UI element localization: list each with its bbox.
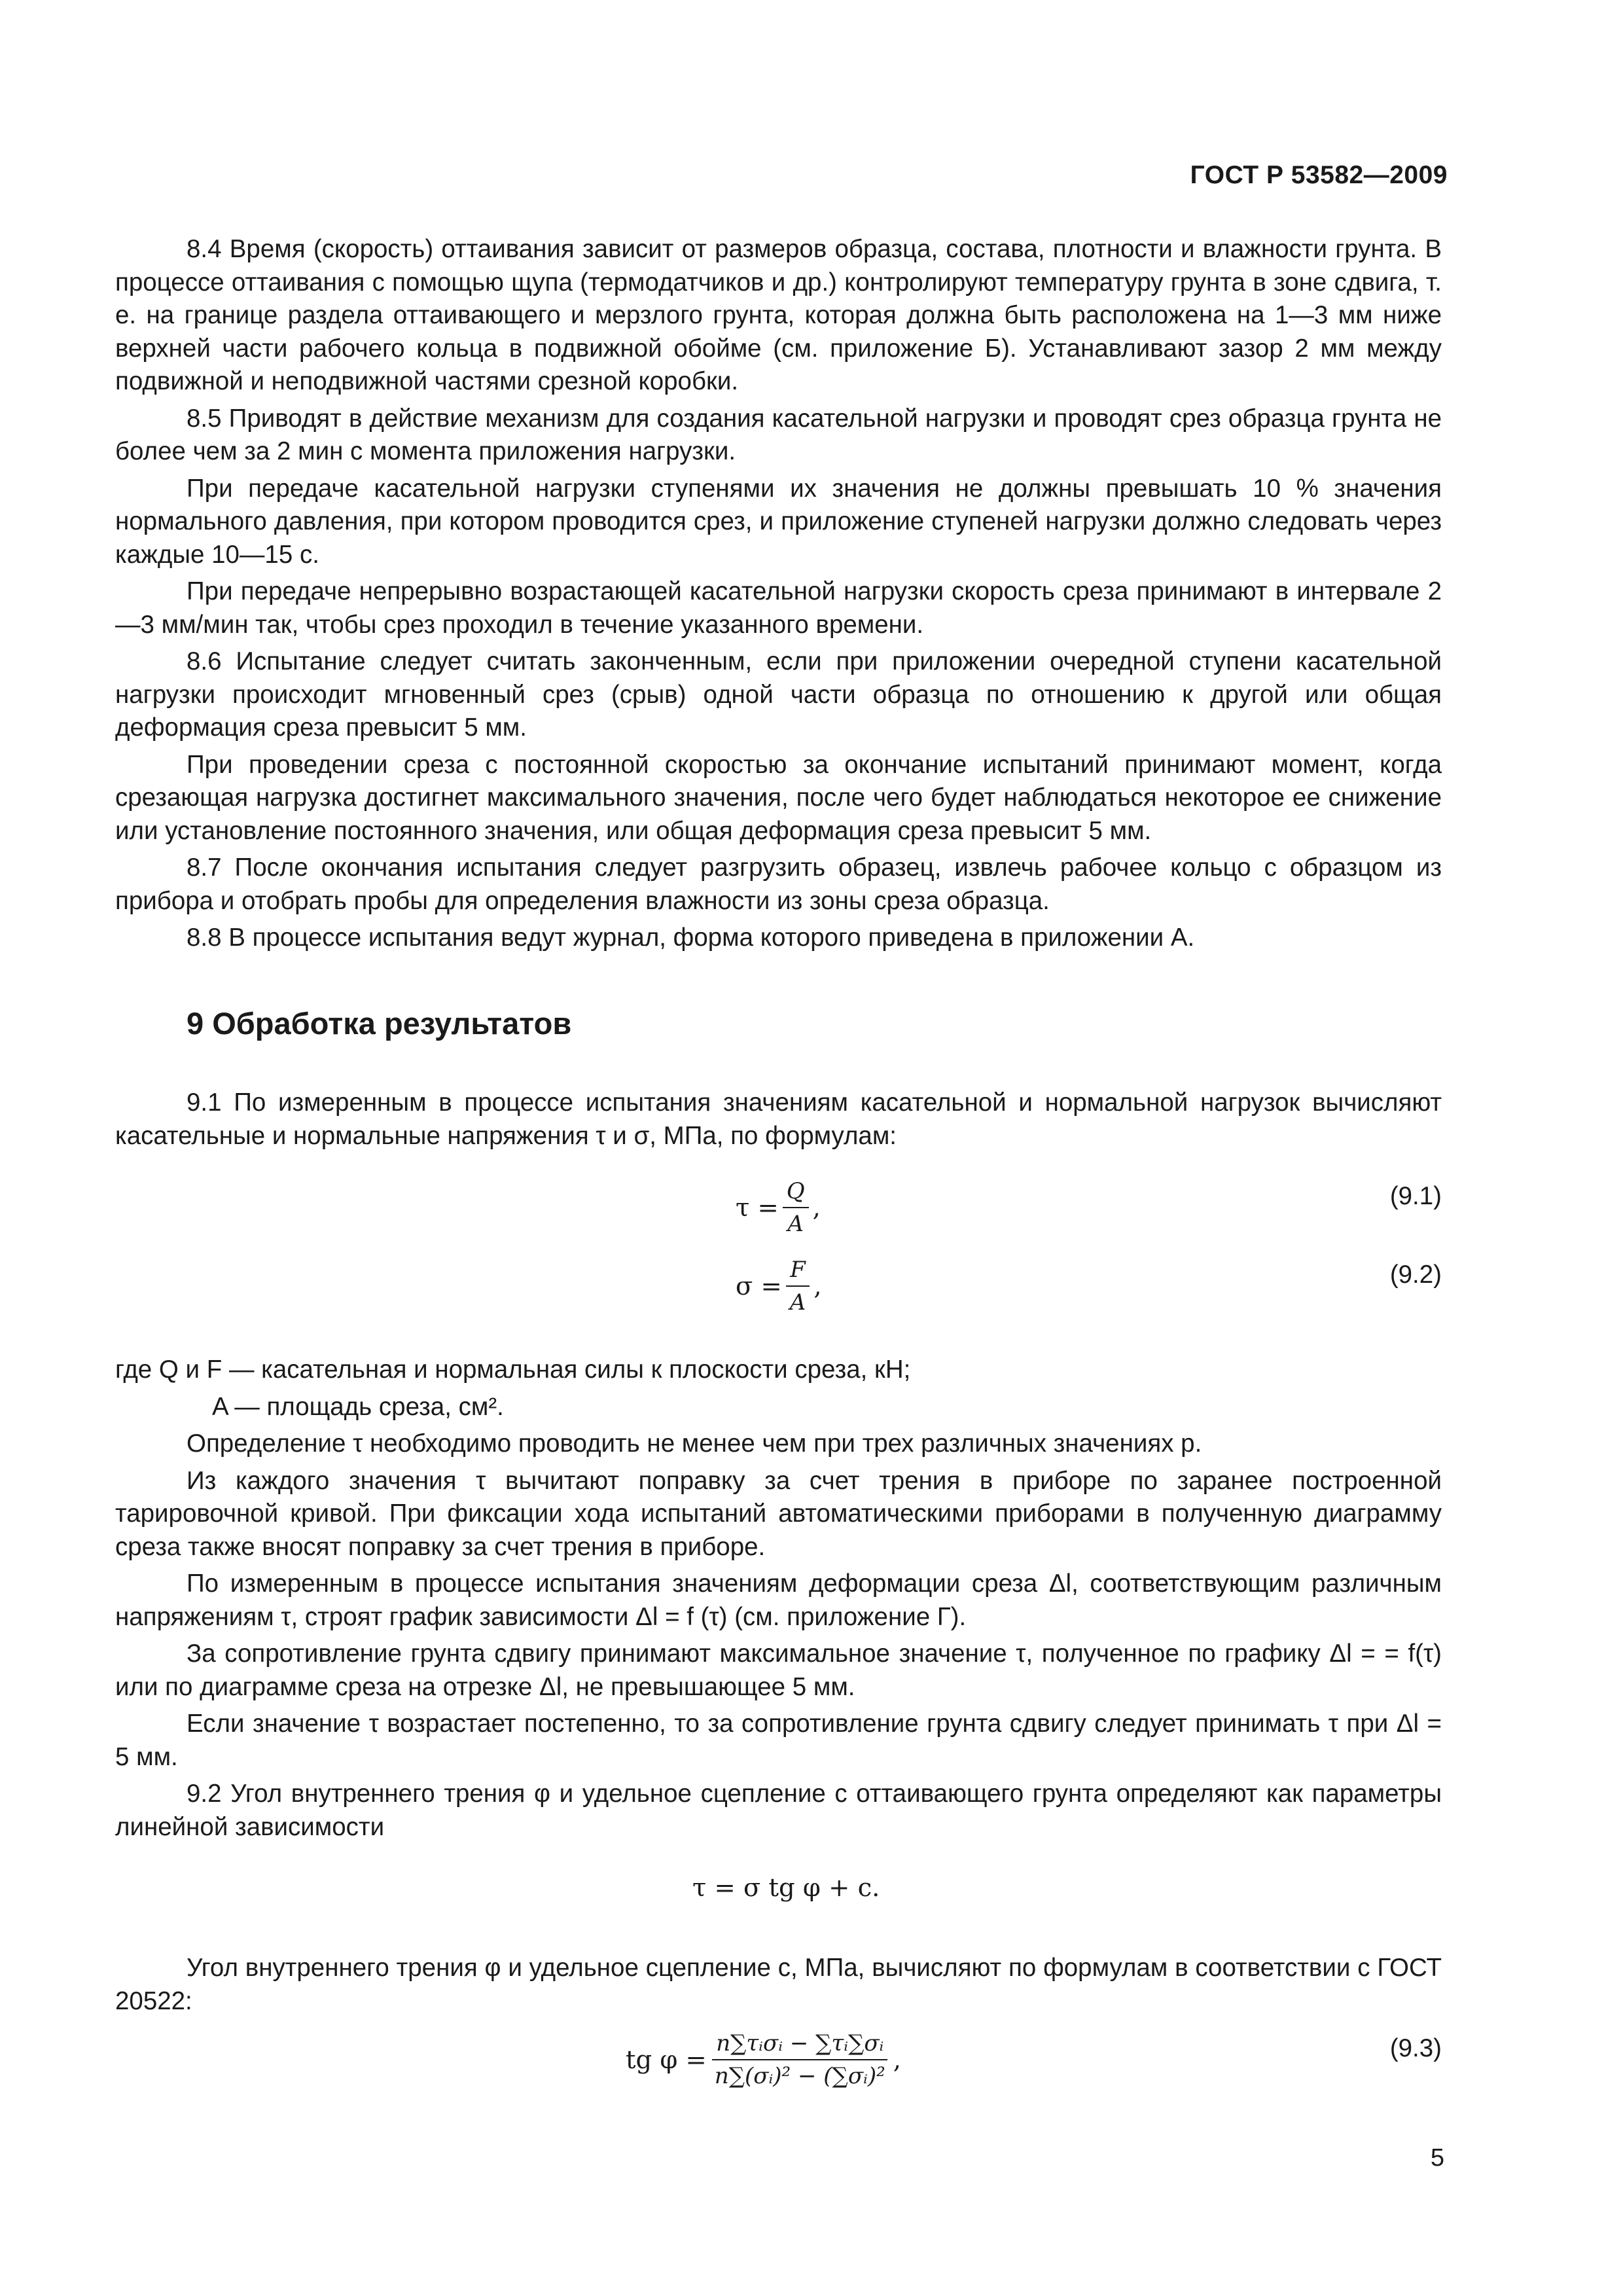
formula-9-3-number: (9.3) [1389,2034,1442,2062]
paragraph-8-5: 8.5 Приводят в действие механизм для создания касательной нагрузки и проводят срез образца грунта не более чем за 2 мин с момента приложения нагрузки. [115,404,1442,465]
paragraph-9-2-b-block [115,1952,1442,2022]
formula-9-2-lhs: σ = [736,1271,782,1301]
formula-9-3-denominator: n∑(σᵢ)² − (∑σᵢ)² [714,2063,885,2089]
paragraph-8-6: 8.6 Испытание следует считать законченным, если при приложении очередной ступени касательной нагрузки происходит мгновенный срез (срыв) одной части образца по отношению к другой или общая деформация среза превысит 5 мм. [115,647,1442,742]
formula-9-1 [736,1175,821,1240]
paragraph-9-1-block [115,1086,1442,1157]
formula-9-2-denominator: A [789,1289,806,1316]
formula-9-1-number: (9.1) [1389,1182,1442,1210]
paragraph-8-7: 8.7 После окончания испытания следует разгрузить образец, извлечь рабочее кольцо с образцом из прибора и отобрать пробы для определения влажности из зоны среза образца. [115,853,1442,915]
formula-9-1-tail: , [812,1193,821,1223]
formula-9-2-number: (9.2) [1389,1261,1442,1289]
formula-9-1-lhs: τ = [736,1193,779,1223]
formula-9-2-fraction [786,1254,810,1318]
formula-linear-row [115,1873,1442,1912]
section-9-1-text [115,1354,1442,1848]
formula-9-1-fraction [783,1175,809,1240]
paragraph-tau-determination: Определение τ необходимо проводить не менее чем при трех различных значениях p. [187,1429,1202,1458]
formula-9-3-tail: , [893,2045,902,2075]
paragraph-8-8: 8.8 В процессе испытания ведут журнал, форма которого приведена в приложении А. [187,924,1195,952]
formula-9-1-row [115,1175,1442,1254]
formula-9-3-row [115,2028,1442,2106]
paragraph-8-4: 8.4 Время (скорость) оттаивания зависит от размеров образца, состава, плотности и влажности грунта. В процессе оттаивания с помощью щупа (термодатчиков и др.) контролируют температуру грунта в зоне сдвига, т. е. на границе раздела оттаивающего и мерзлого грунта, которая должна быть расположена на 1—3 мм ниже верхней части рабочего кольца в подвижной обойме (см. приложение Б). Устанавливают зазор 2 мм между подвижной и неподвижной частями срезной коробки. [115,235,1442,395]
formula-linear: τ = σ tg φ + c. [692,1873,880,1903]
paragraph-9-1: 9.1 По измеренным в процессе испытания значениям касательной и нормальной нагрузок вычисляют касательные и нормальные напряжения τ и σ, МПа, по формулам: [115,1088,1442,1150]
where-clause-area: A — площадь среза, см². [212,1392,504,1421]
paragraph-8-5-continuous: При передаче непрерывно возрастающей касательной нагрузки скорость среза принимают в интервале 2—3 мм/мин так, чтобы срез проходил в течение указанного времени. [115,577,1442,639]
paragraph-8-6-constant-speed: При проведении среза с постоянной скоростью за окончание испытаний принимают момент, когда срезающая нагрузка достигнет максимального значения, после чего будет наблюдаться некоторое ее снижение или установление постоянного значения, или общая деформация среза превысит 5 мм. [115,750,1442,845]
formula-9-3-numerator: n∑τᵢσᵢ − ∑τᵢ∑σᵢ [712,2028,887,2060]
page-number: 5 [1430,2144,1444,2172]
formula-9-2-numerator: F [786,1254,810,1287]
formula-9-1-denominator: A [787,1211,804,1237]
formula-9-3 [626,2028,901,2092]
paragraph-8-5-steps: При передаче касательной нагрузки ступенями их значения не должны превышать 10 % значения нормального давления, при котором проводится срез, и приложение ступеней нагрузки должно следовать через каждые 10—15 с. [115,474,1442,569]
formula-9-2-row [115,1254,1442,1333]
formula-9-3-fraction [711,2028,889,2092]
paragraph-9-2: 9.2 Угол внутреннего трения φ и удельное сцепление c оттаивающего грунта определяют как параметры линейной зависимости [115,1780,1442,1841]
paragraph-gradual-increase: Если значение τ возрастает постепенно, то за сопротивление грунта сдвигу следует принимать τ при Δl = 5 мм. [115,1710,1442,1771]
section-9-heading: 9 Обработка результатов [187,1006,572,1041]
section-8-text [115,233,1442,959]
formula-9-1-numerator: Q [783,1175,809,1208]
formula-9-2-tail: , [813,1271,822,1301]
paragraph-9-2-formulas-intro: Угол внутреннего трения φ и удельное сцепление c, МПа, вычисляют по формулам в соответствии с ГОСТ 20522: [115,1954,1442,2015]
formula-9-3-lhs: tg φ = [626,2045,707,2075]
formula-9-2 [736,1254,822,1318]
paragraph-shear-resistance: За сопротивление грунта сдвигу принимают максимальное значение τ, полученное по графику Δl = = f(τ) или по диаграмме среза на отрезке Δl, не превышающее 5 мм. [115,1640,1442,1701]
document-code: ГОСТ Р 53582—2009 [1190,161,1448,189]
paragraph-friction-correction: Из каждого значения τ вычитают поправку за счет трения в приборе по заранее построенной тарировочной кривой. При фиксации хода испытаний автоматическими приборами в полученную диаграмму среза также вносят поправку за счет трения в приборе. [115,1466,1442,1561]
paragraph-deformation-graph: По измеренным в процессе испытания значениям деформации среза Δl, соответствующим различным напряжениям τ, строят график зависимости Δl = f (τ) (см. приложение Г). [115,1570,1442,1631]
where-clause-forces: где Q и F — касательная и нормальная силы к плоскости среза, кН; [115,1355,911,1384]
